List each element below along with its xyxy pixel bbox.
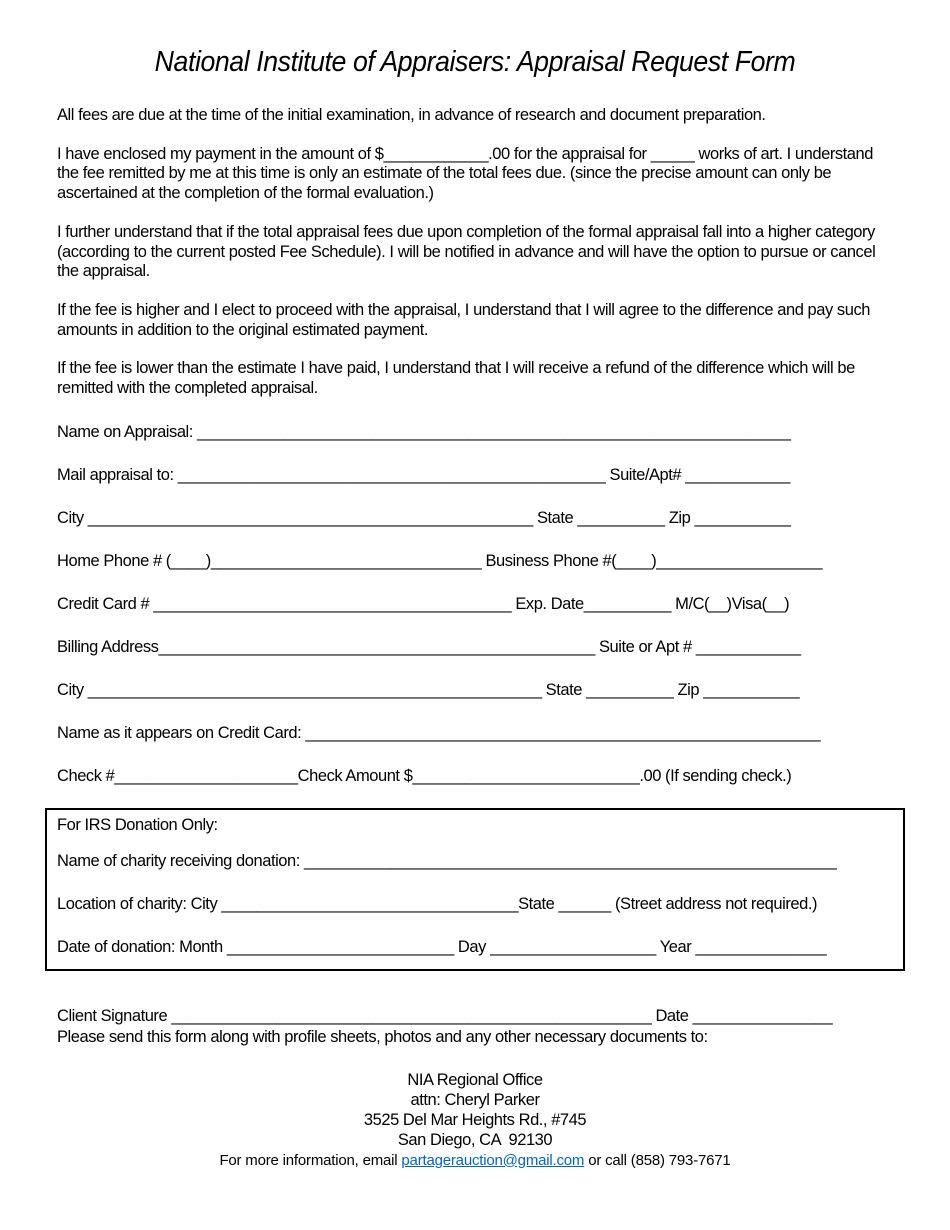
blank-line: ___________________________________________________________: [305, 723, 821, 742]
field-label: Location of charity: City: [57, 894, 222, 913]
field-name-on-credit-card: [57, 712, 893, 755]
field-label: Date of donation: Month: [57, 937, 227, 956]
field-label: State: [518, 894, 559, 913]
section-heading: For IRS Donation Only:: [57, 815, 218, 834]
address-line-office: NIA Regional Office: [407, 1070, 543, 1089]
field-mail-appraisal-to: [57, 454, 893, 497]
field-label: Year: [655, 937, 696, 956]
blank-line: __________: [586, 680, 674, 699]
field-label: ): [205, 551, 211, 570]
paragraph-line: If the fee is lower than the estimate I have paid, I understand that I will receive a refund of the difference which will be: [57, 359, 855, 378]
blank-line: ____: [616, 551, 652, 570]
blank-line: _______________________________: [210, 551, 482, 570]
field-label: ): [784, 594, 790, 613]
blank-line: __: [709, 594, 727, 613]
blank-line: ___________________________________________________: [87, 508, 533, 527]
blank-line: __________________________: [226, 937, 454, 956]
contact-info-pre: For more information, email: [219, 1151, 402, 1169]
blank-line: _________________________________________: [153, 594, 512, 613]
field-label: Name of charity receiving donation:: [57, 851, 305, 870]
paragraph-fees-due: [57, 106, 893, 126]
email-link[interactable]: partagerauction@gmail.com: [401, 1151, 585, 1169]
field-label: Zip: [664, 508, 695, 527]
blank-line: ___________________: [490, 937, 656, 956]
blank-line: _____________________: [114, 766, 298, 785]
field-label: Day: [453, 937, 491, 956]
blank-line: ______: [558, 894, 611, 913]
field-label: M/C(: [671, 594, 710, 613]
field-credit-card: [57, 583, 893, 626]
field-check-number-amount: [57, 755, 893, 798]
field-billing-city-state-zip: [57, 669, 893, 712]
paragraph-line: the appraisal.: [57, 262, 150, 281]
address-line-street: 3525 Del Mar Heights Rd., #745: [363, 1110, 587, 1129]
paragraph-line: (according to the current posted Fee Schedule). I will be notified in advance and will have the option to pursue or cancel: [57, 242, 876, 261]
blank-line: __________________________________: [221, 894, 519, 913]
field-city-state-zip: [57, 497, 893, 540]
irs-donation-box: [45, 808, 905, 971]
address-line-city: San Diego, CA 92130: [397, 1130, 553, 1149]
paragraph-line: All fees are due at the time of the initial examination, in advance of research and document preparation.: [57, 106, 766, 124]
field-label: Exp. Date: [511, 594, 584, 613]
field-label: Name on Appraisal:: [57, 422, 198, 441]
page-title: National Institute of Appraisers: Appraisal Request Form: [154, 46, 796, 78]
blank-line: ____________________________________________________: [87, 680, 542, 699]
blank-line: ____: [170, 551, 206, 570]
blank-line: _______________________________________________________: [171, 1006, 652, 1025]
paragraph-higher-category: [57, 223, 893, 282]
paragraph-line: I further understand that if the total appraisal fees due upon completion of the formal appraisal fall into a higher category: [57, 222, 875, 241]
field-charity-location: [57, 883, 893, 926]
paragraph-line: ascertained at the completion of the formal evaluation.): [57, 184, 434, 203]
field-label: Check #: [57, 766, 115, 785]
blank-line: __________: [583, 594, 672, 613]
field-client-signature-date: [57, 1006, 893, 1027]
contact-info-line: [57, 1150, 893, 1171]
blank-line: _________________________________________________: [177, 465, 606, 484]
paragraph-fee-higher: [57, 301, 893, 340]
field-label: Check Amount $: [297, 766, 413, 785]
irs-box-heading: [57, 810, 893, 840]
blank-line: ___________________: [656, 551, 823, 570]
form-fields-section: [57, 411, 893, 798]
paragraph-payment-enclosed: [57, 145, 893, 204]
blank-line: ________________: [692, 1006, 833, 1025]
field-label: State: [541, 680, 587, 699]
field-label: Business Phone #(: [481, 551, 617, 570]
paragraph-line: I have enclosed my payment in the amount of $____________.00 for the appraisal for _____ works of art. I understand: [57, 144, 873, 163]
blank-line: ____________: [695, 637, 801, 656]
field-label: Billing Address: [57, 637, 159, 656]
field-label: State: [532, 508, 578, 527]
field-home-business-phone: [57, 540, 893, 583]
paragraph-fee-lower: [57, 359, 893, 398]
field-label: Suite/Apt#: [605, 465, 686, 484]
field-name-on-appraisal: [57, 411, 893, 454]
blank-line: __: [766, 594, 785, 613]
field-label: Credit Card #: [57, 594, 154, 613]
field-label: Zip: [673, 680, 704, 699]
field-label: City: [57, 508, 88, 527]
field-label: City: [57, 680, 88, 699]
field-donation-date: [57, 926, 893, 969]
field-label: Mail appraisal to:: [57, 465, 178, 484]
blank-line: ____________: [685, 465, 790, 484]
field-label: Name as it appears on Credit Card:: [57, 723, 306, 742]
paragraph-line: amounts in addition to the original estimated payment.: [57, 320, 429, 339]
field-label: ): [651, 551, 657, 570]
paragraph-line: the fee remitted by me at this time is only an estimate of the total fees due. (since the precise amount can only be: [57, 164, 832, 183]
blank-line: _______________: [695, 937, 827, 956]
field-label: Home Phone # (: [57, 551, 171, 570]
contact-info-post: or call (858) 793-7671: [584, 1151, 731, 1169]
blank-line: __________________________: [412, 766, 640, 785]
office-address-block: [57, 1070, 893, 1171]
blank-line: ____________________________________________________________________: [197, 422, 791, 441]
blank-line: __________: [577, 508, 665, 527]
field-billing-address: [57, 626, 893, 669]
address-line-attn: attn: Cheryl Parker: [410, 1090, 540, 1109]
paragraph-line: If the fee is higher and I elect to proceed with the appraisal, I understand that I will agree to the difference and pay such: [57, 300, 870, 319]
paragraph-line: remitted with the completed appraisal.: [57, 379, 318, 398]
blank-line: ___________: [694, 508, 791, 527]
blank-line: ___________: [703, 680, 800, 699]
field-charity-name: [57, 840, 893, 883]
blank-line: __________________________________________________: [158, 637, 595, 656]
field-label: Date: [651, 1006, 693, 1025]
field-label: Client Signature: [57, 1006, 172, 1025]
field-label: (Street address not required.): [610, 894, 818, 913]
field-label: Suite or Apt #: [594, 637, 696, 656]
blank-line: _____________________________________________________________: [304, 851, 837, 870]
field-label: .00 (If sending check.): [639, 766, 792, 785]
field-label: )Visa(: [726, 594, 767, 613]
instruction-send-note: Please send this form along with profile sheets, photos and any other necessary documents to:: [57, 1027, 708, 1046]
